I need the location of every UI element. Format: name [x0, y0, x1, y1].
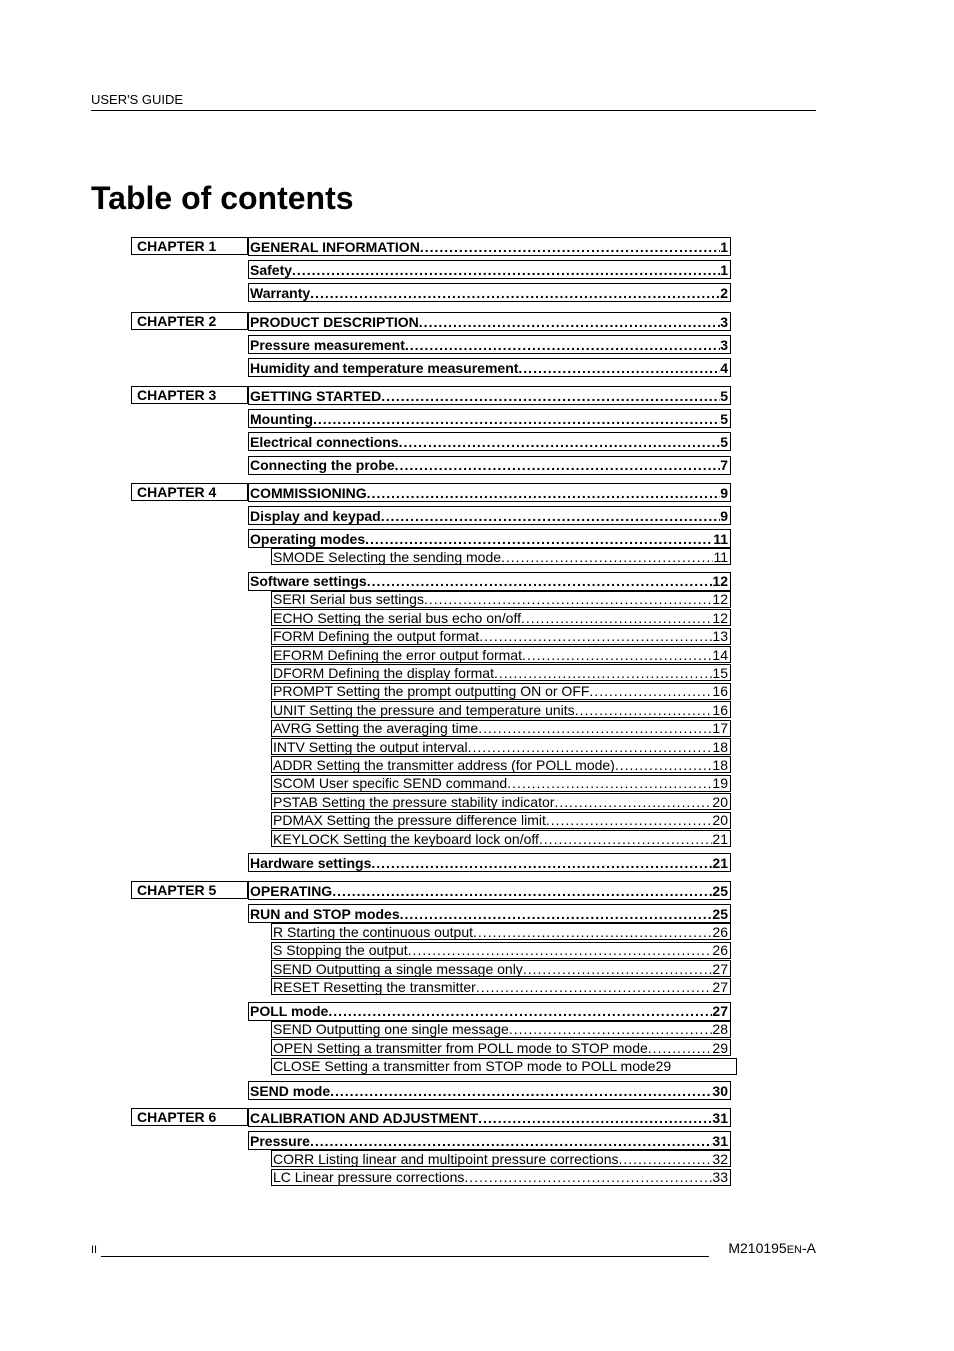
- toc-entry-subsection[interactable]: [271, 942, 731, 959]
- footer-page-number: II: [91, 1244, 98, 1256]
- toc-entry-title: PRODUCT DESCRIPTION: [250, 313, 419, 330]
- dot-leader: [371, 855, 712, 871]
- toc-entry-title: Connecting the probe: [250, 457, 395, 474]
- toc-entry-page: 30: [712, 1082, 728, 1099]
- toc-entry-title: POLL mode: [250, 1003, 329, 1020]
- toc-entry-subsection[interactable]: [271, 548, 731, 565]
- toc-entry-title: RESET Resetting the transmitter: [273, 978, 476, 995]
- toc-entry-page: 25: [712, 905, 728, 922]
- toc-entry-section[interactable]: [248, 386, 731, 405]
- dot-leader: [367, 573, 713, 589]
- toc-entry-page: 31: [712, 1109, 728, 1126]
- toc-entry-section[interactable]: [248, 432, 731, 451]
- toc-entry-page: 5: [720, 433, 728, 450]
- toc-entry-page: 15: [712, 664, 728, 681]
- toc-entry-section[interactable]: [248, 881, 731, 900]
- dot-leader: [575, 702, 713, 718]
- toc-entry-title: KEYLOCK Setting the keyboard lock on/off: [273, 830, 539, 847]
- toc-entry-subsection[interactable]: [271, 738, 731, 755]
- chapter-label: CHAPTER 3: [131, 386, 248, 404]
- dot-leader: [424, 591, 712, 607]
- toc-entry-title: AVRG Setting the averaging time: [273, 720, 479, 737]
- toc-entry-title: SEND Outputting a single message only: [273, 960, 523, 977]
- toc-entry-page: 28: [712, 1021, 728, 1038]
- toc-entry-page: 27: [712, 978, 728, 995]
- dot-leader: [310, 1133, 712, 1149]
- toc-entry-subsection[interactable]: [271, 1150, 731, 1167]
- dot-leader: [399, 434, 721, 450]
- toc-entry-subsection[interactable]: [271, 1039, 731, 1056]
- toc-entry-page: 29: [655, 1058, 672, 1075]
- toc-entry-title: Warranty: [250, 284, 311, 301]
- toc-entry-title: CLOSE Setting a transmitter from STOP mode to POLL mode: [273, 1058, 656, 1075]
- footer-rule: [101, 1240, 709, 1257]
- toc-entry-page: 26: [712, 923, 728, 940]
- toc-entry-section[interactable]: [248, 409, 731, 428]
- toc-entry-section[interactable]: [248, 358, 731, 377]
- toc-entry-section[interactable]: [248, 335, 731, 354]
- toc-entry-section[interactable]: [248, 483, 731, 502]
- dot-leader: [408, 942, 713, 958]
- dot-leader: [313, 411, 720, 427]
- toc-entry-title: Pressure measurement: [250, 336, 405, 353]
- footer-doc-code: M210195EN-A: [728, 1240, 816, 1256]
- toc-entry-page: 2: [720, 284, 728, 301]
- dot-leader: [618, 1151, 712, 1167]
- toc-entry-section[interactable]: [248, 1002, 731, 1021]
- toc-entry-section[interactable]: [248, 572, 731, 591]
- toc-entry-page: 26: [712, 942, 728, 959]
- toc-entry-subsection[interactable]: [271, 646, 731, 663]
- toc-entry-page: 17: [712, 720, 728, 737]
- dot-leader: [381, 388, 720, 404]
- toc-entry-page: 33: [712, 1169, 728, 1186]
- dot-leader: [539, 831, 713, 847]
- toc-entry-subsection[interactable]: [271, 756, 731, 773]
- toc-entry-title: Operating modes: [250, 530, 366, 547]
- toc-entry-subsection[interactable]: [271, 775, 731, 792]
- toc-entry-subsection[interactable]: [271, 1058, 737, 1075]
- toc-entry-title: PDMAX Setting the pressure difference limit: [273, 812, 546, 829]
- header-text: USER'S GUIDE: [91, 92, 184, 107]
- toc-entry-section[interactable]: [248, 1108, 731, 1127]
- dot-leader: [292, 262, 720, 278]
- toc-entry-title: UNIT Setting the pressure and temperature units: [273, 701, 575, 718]
- toc-entry-title: GENERAL INFORMATION: [250, 238, 420, 255]
- toc-entry-page: 13: [712, 628, 728, 645]
- toc-entry-title: EFORM Defining the error output format: [273, 646, 522, 663]
- dot-leader: [476, 979, 713, 995]
- toc-entry-title: Pressure: [250, 1132, 310, 1149]
- dot-leader: [479, 628, 712, 644]
- toc-entry-page: 29: [712, 1039, 728, 1056]
- toc-entry-subsection[interactable]: [271, 923, 731, 940]
- toc-entry-title: OPERATING: [250, 882, 333, 899]
- toc-entry-page: 7: [720, 457, 728, 474]
- dot-leader: [381, 508, 720, 524]
- dot-leader: [395, 457, 721, 473]
- toc-entry-page: 14: [712, 646, 728, 663]
- toc-entry-page: 5: [720, 387, 728, 404]
- toc-entry-page: 12: [712, 609, 728, 626]
- toc-entry-subsection[interactable]: [271, 591, 731, 608]
- toc-entry-page: 16: [712, 701, 728, 718]
- toc-entry-title: PSTAB Setting the pressure stability indicator: [273, 793, 555, 810]
- dot-leader: [405, 337, 720, 353]
- toc-entry-title: LC Linear pressure corrections: [273, 1169, 465, 1186]
- toc-entry-subsection[interactable]: [271, 1169, 731, 1186]
- dot-leader: [478, 720, 712, 736]
- dot-leader: [494, 665, 712, 681]
- toc-entry-title: DFORM Defining the display format: [273, 664, 494, 681]
- toc-entry-title: FORM Defining the output format: [273, 628, 480, 645]
- dot-leader: [523, 961, 713, 977]
- toc-entry-section[interactable]: [248, 853, 731, 872]
- toc-entry-section[interactable]: [248, 283, 731, 302]
- dot-leader: [330, 1083, 712, 1099]
- toc-entry-title: SMODE Selecting the sending mode: [273, 548, 502, 565]
- toc-entry-page: 4: [720, 359, 728, 376]
- toc-entry-page: 1: [720, 261, 728, 278]
- toc-entry-page: 18: [712, 756, 728, 773]
- toc-entry-subsection[interactable]: [271, 830, 731, 847]
- toc-entry-title: CORR Listing linear and multipoint pressure corrections: [273, 1150, 619, 1167]
- toc-entry-title: PROMPT Setting the prompt outputting ON or OFF: [273, 683, 590, 700]
- toc-entry-page: 27: [712, 960, 728, 977]
- toc-entry-page: 12: [712, 591, 728, 608]
- dot-leader: [464, 1169, 712, 1185]
- dot-leader: [365, 531, 713, 547]
- page-title: Table of contents: [91, 180, 354, 216]
- dot-leader: [501, 549, 713, 565]
- toc-entry-section[interactable]: [248, 237, 731, 256]
- toc-entry-title: CALIBRATION AND ADJUSTMENT: [250, 1109, 479, 1126]
- toc-entry-title: S Stopping the output: [273, 942, 408, 959]
- toc-entry-title: SERI Serial bus settings: [273, 591, 424, 608]
- toc-entry-subsection[interactable]: [271, 683, 731, 700]
- chapter-label: CHAPTER 2: [131, 312, 248, 330]
- toc-entry-section[interactable]: [248, 312, 731, 331]
- toc-entry-title: SEND mode: [250, 1082, 331, 1099]
- dot-leader: [518, 360, 720, 376]
- toc-entry-page: 19: [712, 775, 728, 792]
- dot-leader: [521, 610, 712, 626]
- dot-leader: [648, 1040, 713, 1056]
- toc-entry-title: Display and keypad: [250, 507, 381, 524]
- dot-leader: [546, 812, 713, 828]
- toc-entry-page: 21: [712, 854, 728, 871]
- toc-entry-title: GETTING STARTED: [250, 387, 382, 404]
- toc-entry-section[interactable]: [248, 1081, 731, 1100]
- toc-entry-page: 31: [712, 1132, 728, 1149]
- toc-entry-page: 5: [720, 410, 728, 427]
- toc-entry-title: Hardware settings: [250, 854, 372, 871]
- dot-leader: [473, 924, 712, 940]
- toc-entry-title: SCOM User specific SEND command: [273, 775, 508, 792]
- dot-leader: [478, 1110, 712, 1126]
- dot-leader: [419, 314, 720, 330]
- dot-leader: [332, 883, 712, 899]
- dot-leader: [400, 906, 713, 922]
- toc-entry-page: 3: [720, 313, 728, 330]
- toc-entry-page: 32: [712, 1150, 728, 1167]
- dot-leader: [509, 1021, 713, 1037]
- toc-entry-page: 1: [720, 238, 728, 255]
- toc-entry-subsection[interactable]: [271, 628, 731, 645]
- running-footer: [91, 1240, 816, 1258]
- toc-entry-subsection[interactable]: [271, 664, 731, 681]
- chapter-label: CHAPTER 5: [131, 881, 248, 899]
- toc-entry-subsection[interactable]: [271, 701, 731, 718]
- toc-entry-subsection[interactable]: [271, 793, 731, 810]
- toc-entry-title: Safety: [250, 261, 293, 278]
- dot-leader: [310, 285, 720, 301]
- toc-entry-page: 16: [712, 683, 728, 700]
- toc-entry-title: ADDR Setting the transmitter address (for POLL mode): [273, 756, 615, 773]
- toc-entry-subsection[interactable]: [271, 609, 731, 626]
- toc-entry-title: Humidity and temperature measurement: [250, 359, 519, 376]
- toc-entry-subsection[interactable]: [271, 1021, 731, 1038]
- toc-entry-page: 25: [712, 882, 728, 899]
- toc-entry-section[interactable]: [248, 260, 731, 279]
- toc-entry-page: 9: [720, 484, 728, 501]
- toc-entry-subsection[interactable]: [271, 812, 731, 829]
- toc-entry-page: 20: [712, 812, 728, 829]
- toc-entry-title: OPEN Setting a transmitter from POLL mode to STOP mode: [273, 1039, 648, 1056]
- toc-entry-section[interactable]: [248, 529, 731, 548]
- toc-entry-page: 27: [712, 1003, 728, 1020]
- toc-entry-title: SEND Outputting one single message: [273, 1021, 509, 1038]
- toc-entry-title: ECHO Setting the serial bus echo on/off: [273, 609, 521, 626]
- dot-leader: [615, 757, 713, 773]
- dot-leader: [328, 1003, 712, 1019]
- toc-entry-section[interactable]: [248, 1131, 731, 1150]
- dot-leader: [589, 683, 712, 699]
- dot-leader: [554, 794, 712, 810]
- toc-entry-page: 18: [712, 738, 728, 755]
- toc-entry-title: RUN and STOP modes: [250, 905, 400, 922]
- toc-entry-page: 3: [720, 336, 728, 353]
- dot-leader: [522, 647, 712, 663]
- chapter-label: CHAPTER 1: [131, 237, 248, 255]
- toc-entry-title: INTV Setting the output interval: [273, 738, 468, 755]
- toc-entry-page: 9: [720, 507, 728, 524]
- toc-entry-page: 11: [713, 548, 728, 565]
- toc-entry-subsection[interactable]: [271, 978, 731, 995]
- toc-entry-section[interactable]: [248, 456, 731, 475]
- dot-leader: [420, 239, 720, 255]
- toc-entry-title: COMMISSIONING: [250, 484, 367, 501]
- toc-entry-title: R Starting the continuous output: [273, 923, 474, 940]
- toc-entry-page: 12: [712, 573, 728, 590]
- toc-entry-section[interactable]: [248, 506, 731, 525]
- dot-leader: [507, 775, 712, 791]
- dot-leader: [367, 485, 721, 501]
- toc-entry-subsection[interactable]: [271, 720, 731, 737]
- toc-entry-section[interactable]: [248, 904, 731, 923]
- toc-entry-title: Electrical connections: [250, 433, 399, 450]
- toc-entry-title: Software settings: [250, 573, 367, 590]
- toc-entry-title: Mounting: [250, 410, 313, 427]
- toc-entry-page: 21: [712, 830, 728, 847]
- dot-leader: [468, 739, 713, 755]
- chapter-label: CHAPTER 4: [131, 483, 248, 501]
- toc-entry-subsection[interactable]: [271, 960, 731, 977]
- chapter-label: CHAPTER 6: [131, 1108, 248, 1126]
- toc-entry-page: 20: [712, 793, 728, 810]
- toc-entry-page: 11: [713, 530, 728, 547]
